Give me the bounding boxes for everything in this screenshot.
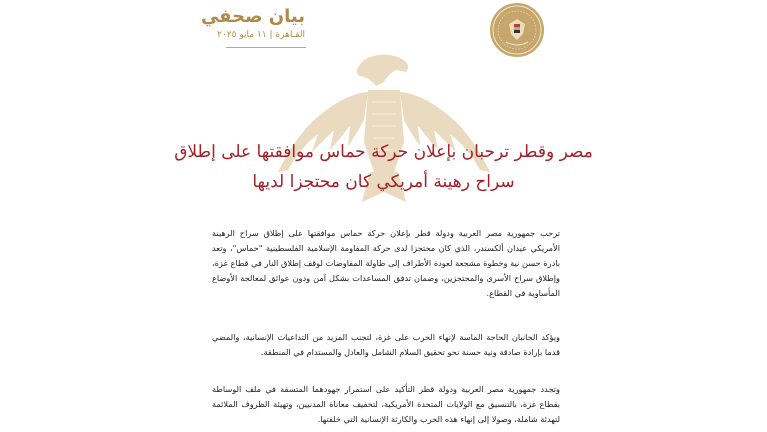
headline-line-1: مصر وقطر ترحبان بإعلان حركة حماس موافقتها على إطلاق <box>174 142 593 162</box>
press-release-label: بيان صحفي <box>200 6 305 27</box>
body-paragraph-1: ترحب جمهورية مصر العربية ودولة قطر بإعلان حركة حماس موافقتها على إطلاق سراح الرهينة الأمريكي عيدان ألكسندر، الذي كان محتجزا لدى حركة المقاومة الإسلامية الفلسطينية "حماس"، وتعد بادرة حسن نية وخطوة مشجعة لعودة الأطراف إلى طاولة المفاوضات لوقف إطلاق النار في قطاع غزة، وإطلاق سراح الأسرى والمحتجزين، وضمان تدفق المساعدات بشكل آمن ودون عوائق لمعالجة الأوضاع المأساوية في القطاع. <box>212 228 560 299</box>
egypt-government-seal-icon <box>489 2 545 58</box>
location-date-line: القـاهرة | ١١ مايو ٢٠٢٥ <box>217 30 305 40</box>
header-divider <box>226 47 306 48</box>
body-paragraph-2: ويؤكد الجانبان الحاجة الماسة لإنهاء الحرب على غزة، لتجنب المزيد من التداعيات الإنسانية، والمضي قدما بإرادة صادقة ونية حسنة نحو تحقيق السلام الشامل والعادل والمستدام في المنطقة. <box>212 332 560 358</box>
body-paragraph-3: وتجدد جمهورية مصر العربية ودولة قطر التأكيد على استمرار جهودهما المتسقة في ملف الوساطة بقطاع غزة، بالتنسيق مع الولايات المتحدة الأمريكية، لتخفيف معاناة المدنيين، وتهيئة الظروف الملائمة لتهدئة شاملة، وصولا إلى إنهاء هذه الحرب والكارثة الإنسانية التي خلفتها. <box>212 384 560 425</box>
headline-line-2: سراح رهينة أمريكي كان محتجزا لديها <box>252 172 515 192</box>
